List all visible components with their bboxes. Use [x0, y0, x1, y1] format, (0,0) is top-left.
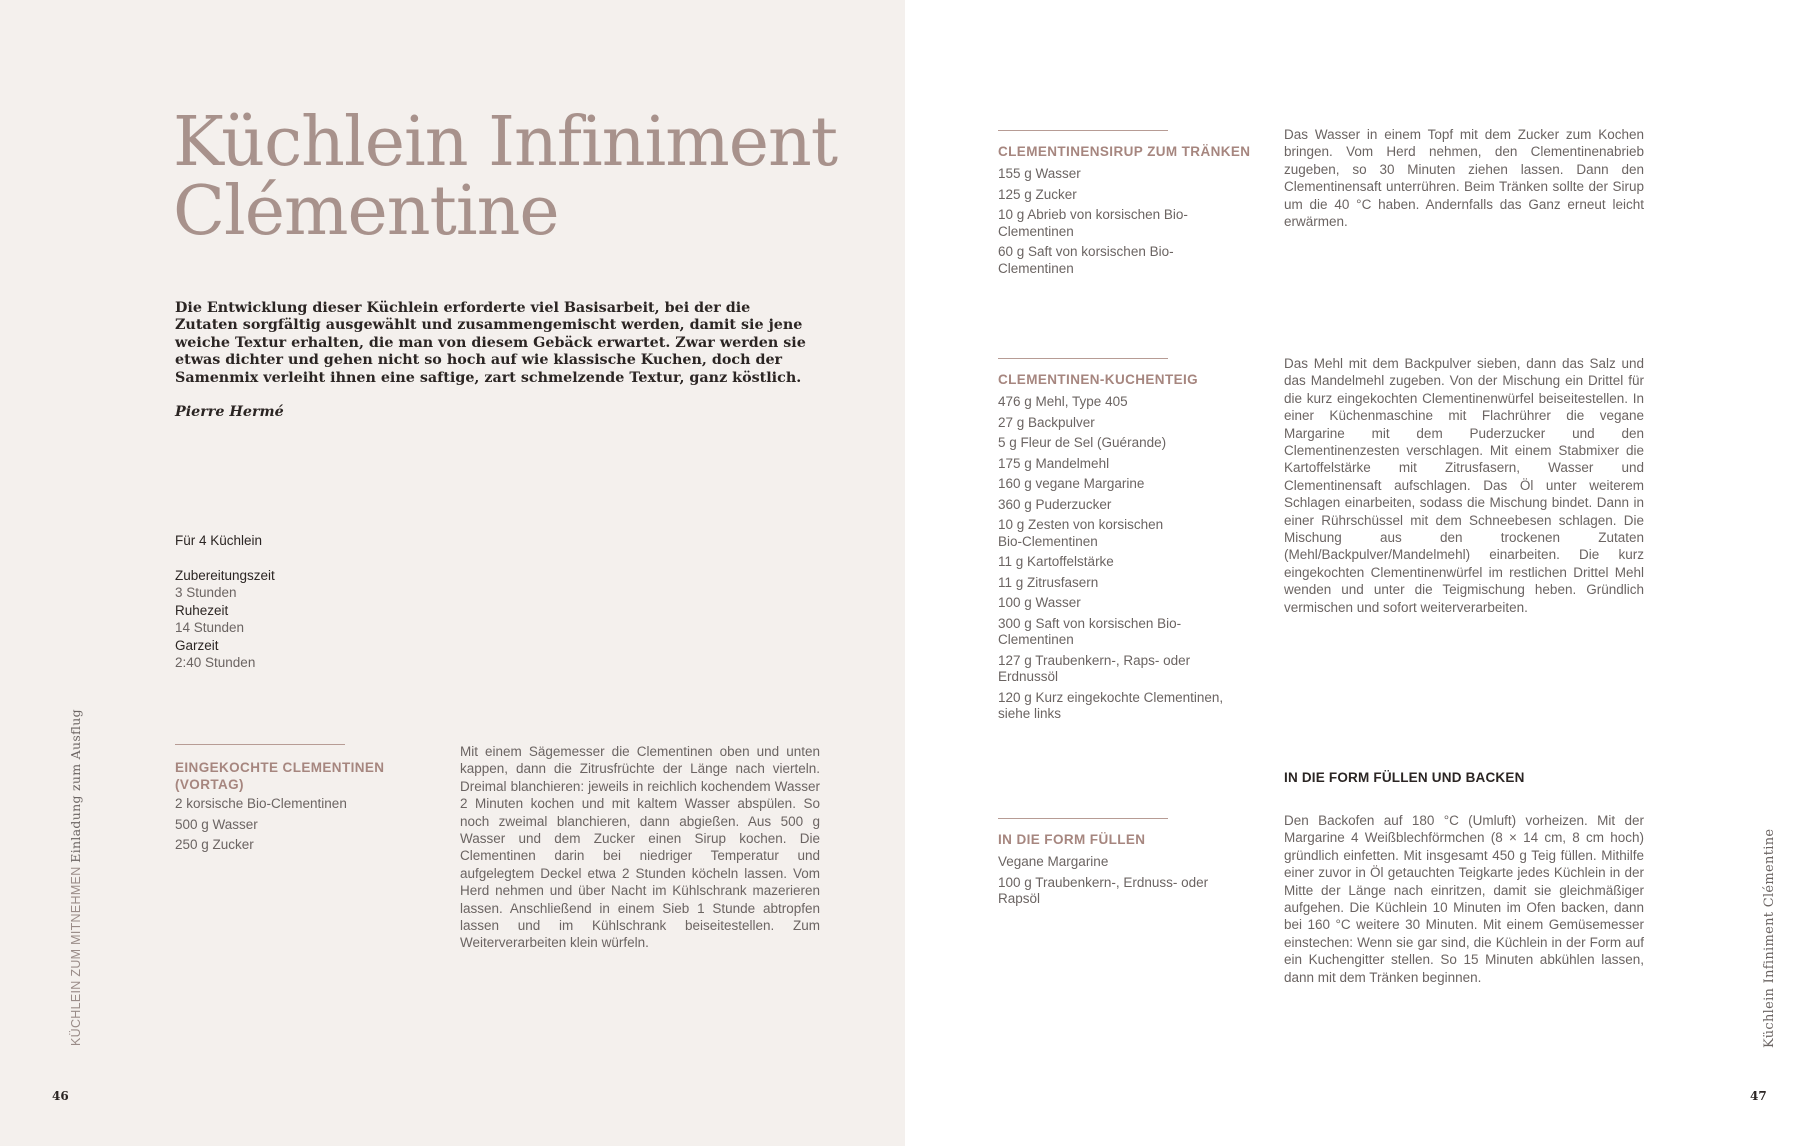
section-rule [998, 130, 1168, 131]
ingredient-item: 100 g Wasser [998, 595, 1081, 610]
ingredient-item: 60 g Saft von korsischen Bio-Clementinen [998, 244, 1174, 276]
ingredient-item: 250 g Zucker [175, 837, 254, 852]
method-sirup: Das Wasser in einem Topf mit dem Zucker zum Kochen bringen. Vom Herd nehmen, den Clementinenabrieb zugeben, so 30 Minuten ziehen lassen. Dann den Clementinensaft unterrühren. Beim Tränken sollte der Sirup um die 40 °C haben. Andernfalls das Ganz erneut leicht erwärmen. [1284, 127, 1644, 230]
ingredient-item: 10 g Zesten von korsischen Bio-Clementinen [998, 517, 1164, 549]
ingredient-item: 10 g Abrieb von korsischen Bio-Clementinen [998, 207, 1188, 239]
page-number-left: 46 [52, 1089, 69, 1103]
ingredients-eingekochte [175, 796, 445, 858]
time-label: Ruhezeit [175, 602, 229, 618]
ingredients-teig [998, 394, 1248, 727]
ingredient-item: 175 g Mandelmehl [998, 455, 1110, 471]
ingredient-item: 27 g Backpulver [998, 414, 1095, 430]
running-head-left [68, 709, 83, 1046]
method-eingekochte: Mit einem Sägemesser die Clementinen oben und unten kappen, dann die Zitrusfrüchte der Länge nach vierteln. Dreimal blanchieren: jeweils in reichlich kochendem Wasser 2 Minuten kochen und mit kaltem Wasser abspülen. So noch zweimal blanchieren, dann abgießen. Aus 500 g Wasser und dem Zucker einen Sirup kochen. Die Clementinen darin bei niedriger Temperatur und aufgelegtem Deckel etwa 2 Stunden köcheln lassen. Vom Herd nehmen und über Nacht im Kühlschrank mazerieren lassen. Anschließend in einem Sieb 1 Stunde abtropfen lassen und im Kühlschrank beiseitestellen. Zum Weiterverarbeiten klein würfeln. [460, 744, 820, 951]
section-title-eingekochte: EINGEKOCHTE CLEMENTINEN (VORTAG) [175, 760, 385, 792]
ingredient-item: 11 g Kartoffelstärke [998, 554, 1114, 569]
ingredient-item: 2 korsische Bio-Clementinen [175, 796, 347, 811]
ingredient-item: 300 g Saft von korsischen Bio-Clementinen [998, 615, 1182, 647]
ingredient-item: 5 g Fleur de Sel (Guérande) [998, 435, 1167, 450]
ingredient-item: Vegane Margarine [998, 854, 1109, 869]
section-rule [998, 818, 1168, 819]
running-head-right: Küchlein Infiniment Clémentine [1762, 828, 1777, 1048]
section-rule [998, 358, 1168, 359]
ingredient-item: 127 g Traubenkern-, Raps- oder Erdnussöl [998, 652, 1191, 684]
title-line-2: Clémentine [173, 172, 559, 252]
ingredients-form [998, 854, 1248, 912]
time-label: Zubereitungszeit [175, 568, 275, 583]
recipe-title [173, 103, 893, 252]
ingredient-item: 155 g Wasser [998, 166, 1081, 181]
section-rule [175, 744, 345, 745]
ingredient-item: 11 g Zitrusfasern [998, 574, 1099, 590]
ingredient-item: 476 g Mehl, Type 405 [998, 394, 1128, 409]
ingredient-item: 160 g vegane Margarine [998, 476, 1145, 491]
section-title-sirup: CLEMENTINENSIRUP ZUM TRÄNKEN [998, 144, 1251, 159]
running-head-chapter: Einladung zum Ausflug [68, 709, 83, 863]
ingredients-sirup [998, 166, 1188, 281]
page-number-right: 47 [1750, 1089, 1767, 1103]
ingredient-item: 100 g Traubenkern-, Erdnuss- oder Rapsöl [998, 874, 1209, 906]
ingredient-item: 500 g Wasser [175, 816, 258, 832]
method-teig: Das Mehl mit dem Backpulver sieben, dann das Salz und das Mandelmehl zugeben. Von der Mischung ein Drittel für die kurz eingekochten Clementinenwürfel beiseitestellen. In einer Küchenmaschine mit Flachrührer die vegane Margarine mit dem Puderzucker und den Clementinenzesten verschlagen. Mit einem Stabmixer die Kartoffelstärke mit Zitrusfasern, Wasser und Clementinensaft aufschlagen. Das Öl unter weiterem Schlagen einarbeiten, sodass die Mischung bindet. Dann in einer Rührschüssel mit dem Schneebesen schlagen. Die Mischung aus den trockenen Zutaten (Mehl/Backpulver/Mandelmehl) einarbeiten. Die kurz eingekochten Clementinenwürfel im restlichen Drittel Mehl wenden und unter die Teigmischung heben. Gründlich vermischen und sofort weiterverarbeiten. [1284, 356, 1644, 615]
intro-paragraph: Die Entwicklung dieser Küchlein erforderte viel Basisarbeit, bei der die Zutaten sorgfältig ausgewählt und zusammengemischt werden, damit sie jene weiche Textur erhalten, die man von diesem Gebäck erwartet. Zwar werden sie etwas dichter und gehen nicht so hoch auf wie klassische Kuchen, doch der Samenmix verleiht ihnen eine saftige, zart schmelzende Textur, ganz köstlich. [175, 300, 806, 386]
section-title-teig: CLEMENTINEN-KUCHENTEIG [998, 372, 1199, 387]
running-head-section: KÜCHLEIN ZUM MITNEHMEN [69, 866, 83, 1046]
ingredient-item: 120 g Kurz eingekochte Clementinen, siehe links [998, 689, 1224, 721]
section-title-form: IN DIE FORM FÜLLEN [998, 832, 1146, 847]
method-title-backen: IN DIE FORM FÜLLEN UND BACKEN [1284, 770, 1525, 785]
ingredient-item: 360 g Puderzucker [998, 496, 1112, 512]
time-value: 2:40 Stunden [175, 655, 256, 671]
servings: Für 4 Küchlein [175, 533, 263, 548]
time-label: Garzeit [175, 637, 219, 653]
title-line-1: Küchlein Infiniment [173, 103, 838, 182]
method-form: Den Backofen auf 180 °C (Umluft) vorheizen. Mit der Margarine 4 Weißblechförmchen (8 × 14 cm, 8 cm hoch) gründlich einfetten. Mit insgesamt 450 g Teig füllen. Mithilfe einer zuvor in Öl getauchten Teigkarte jedes Küchlein in der Mitte der Länge nach einritzen, damit sie gleichmäßiger aufgehen. Die Küchlein 10 Minuten im Ofen backen, dann bei 160 °C weitere 30 Minuten. Mit einem Gemüsemesser einstechen: Wenn sie gar sind, die Küchlein in der Form auf ein Kuchengitter stellen. So 15 Minuten abkühlen lassen, dann mit dem Tränken beginnen. [1284, 813, 1644, 985]
time-value: 3 Stunden [175, 585, 237, 601]
time-value: 14 Stunden [175, 620, 245, 636]
ingredient-item: 125 g Zucker [998, 186, 1077, 202]
author-signature: Pierre Hermé [175, 404, 284, 420]
times-block [175, 567, 435, 671]
servings-block [175, 532, 435, 549]
